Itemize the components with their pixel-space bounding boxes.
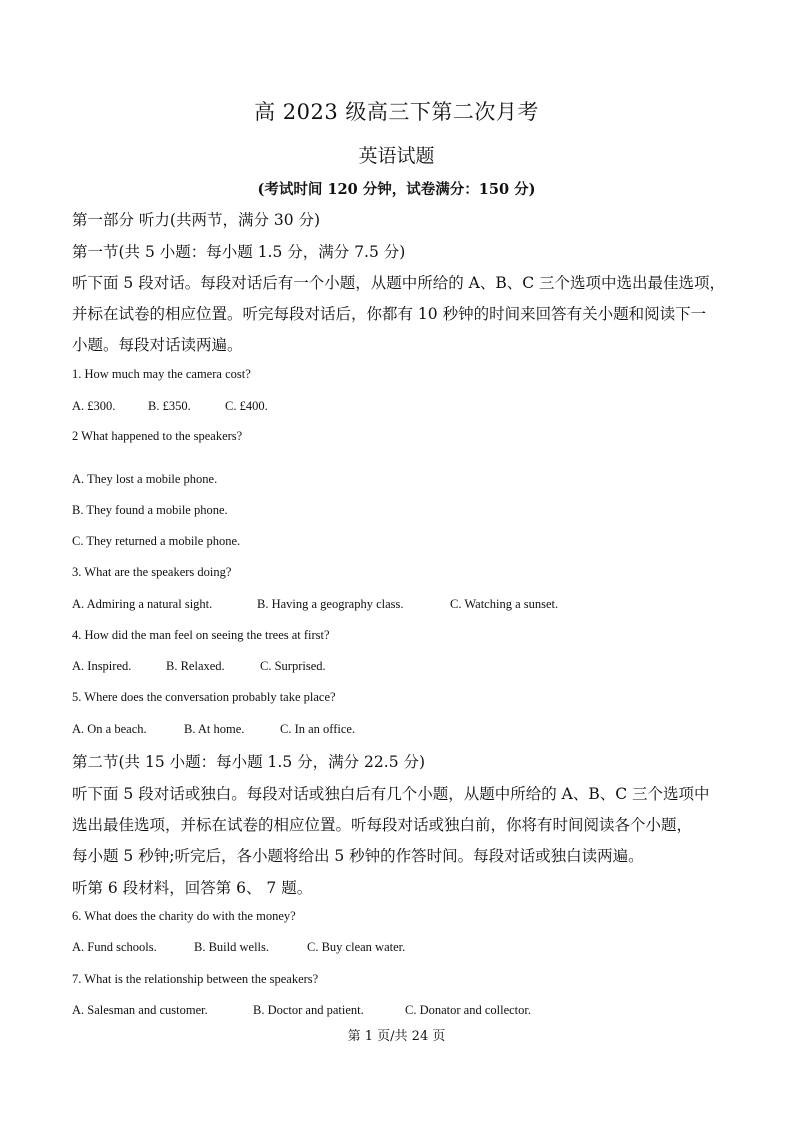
section2-instruction-line: 选出最佳选项，并标在试卷的相应位置。听每段对话或独白前，你将有时间阅读各个小题， bbox=[72, 816, 693, 834]
part1-heading: 第一部分 听力(共两节，满分 30 分) bbox=[72, 211, 321, 229]
option-b: B. Relaxed. bbox=[166, 659, 225, 673]
option-b: B. £350. bbox=[148, 399, 191, 413]
section1-instruction-line: 并标在试卷的相应位置。听完每段对话后，你都有 10 秒钟的时间来回答有关小题和阅读下一 bbox=[72, 305, 707, 323]
exam-title: 高 2023 级高三下第二次月考 bbox=[254, 100, 539, 124]
option-c: C. Watching a sunset. bbox=[450, 597, 559, 611]
option-a: A. On a beach. bbox=[72, 722, 147, 736]
exam-subtitle: 英语试题 bbox=[358, 145, 435, 167]
question-4: 4. How did the man feel on seeing the trees at first? bbox=[72, 628, 330, 642]
material-heading: 听第 6 段材料，回答第 6、 7 题。 bbox=[72, 879, 313, 897]
option-a: A. Inspired. bbox=[72, 659, 132, 673]
option-a: A. Admiring a natural sight. bbox=[72, 597, 213, 611]
option-b: B. Having a geography class. bbox=[257, 597, 404, 611]
option-a: A. £300. bbox=[72, 399, 116, 413]
question-3: 3. What are the speakers doing? bbox=[72, 565, 232, 579]
option-a: A. They lost a mobile phone. bbox=[72, 472, 218, 486]
page-number: 第 1 页/共 24 页 bbox=[347, 1029, 446, 1044]
section1-instruction-line: 听下面 5 段对话。每段对话后有一个小题，从题中所给的 A、B、C 三个选项中选出最佳选项， bbox=[72, 274, 726, 292]
option-c: C. They returned a mobile phone. bbox=[72, 534, 241, 548]
option-b: B. They found a mobile phone. bbox=[72, 503, 228, 517]
option-c: C. Donator and collector. bbox=[405, 1003, 532, 1017]
question-1: 1. How much may the camera cost? bbox=[72, 367, 251, 381]
option-c: C. Surprised. bbox=[260, 659, 326, 673]
option-c: C. In an office. bbox=[280, 722, 356, 736]
question-6: 6. What does the charity do with the money? bbox=[72, 909, 296, 923]
question-2: 2 What happened to the speakers? bbox=[72, 429, 243, 443]
option-a: A. Fund schools. bbox=[72, 940, 157, 954]
section1-heading: 第一节(共 5 小题：每小题 1.5 分，满分 7.5 分) bbox=[72, 243, 406, 261]
section2-instruction-line: 听下面 5 段对话或独白。每段对话或独白后有几个小题，从题中所给的 A、B、C 三个选项中 bbox=[72, 785, 710, 803]
section2-heading: 第二节(共 15 小题：每小题 1.5 分，满分 22.5 分) bbox=[72, 753, 426, 771]
section1-instruction-line: 小题。每段对话读两遍。 bbox=[72, 336, 243, 354]
section2-instruction-line: 每小题 5 秒钟;听完后，各小题将给出 5 秒钟的作答时间。每段对话或独白读两遍。 bbox=[72, 847, 644, 865]
question-5: 5. Where does the conversation probably take place? bbox=[72, 690, 336, 704]
exam-info: (考试时间 120 分钟，试卷满分：150 分) bbox=[257, 181, 536, 198]
option-a: A. Salesman and customer. bbox=[72, 1003, 208, 1017]
option-c: C. £400. bbox=[225, 399, 268, 413]
option-b: B. Doctor and patient. bbox=[253, 1003, 364, 1017]
option-c: C. Buy clean water. bbox=[307, 940, 406, 954]
question-7: 7. What is the relationship between the speakers? bbox=[72, 972, 319, 986]
option-b: B. At home. bbox=[184, 722, 245, 736]
option-b: B. Build wells. bbox=[194, 940, 270, 954]
